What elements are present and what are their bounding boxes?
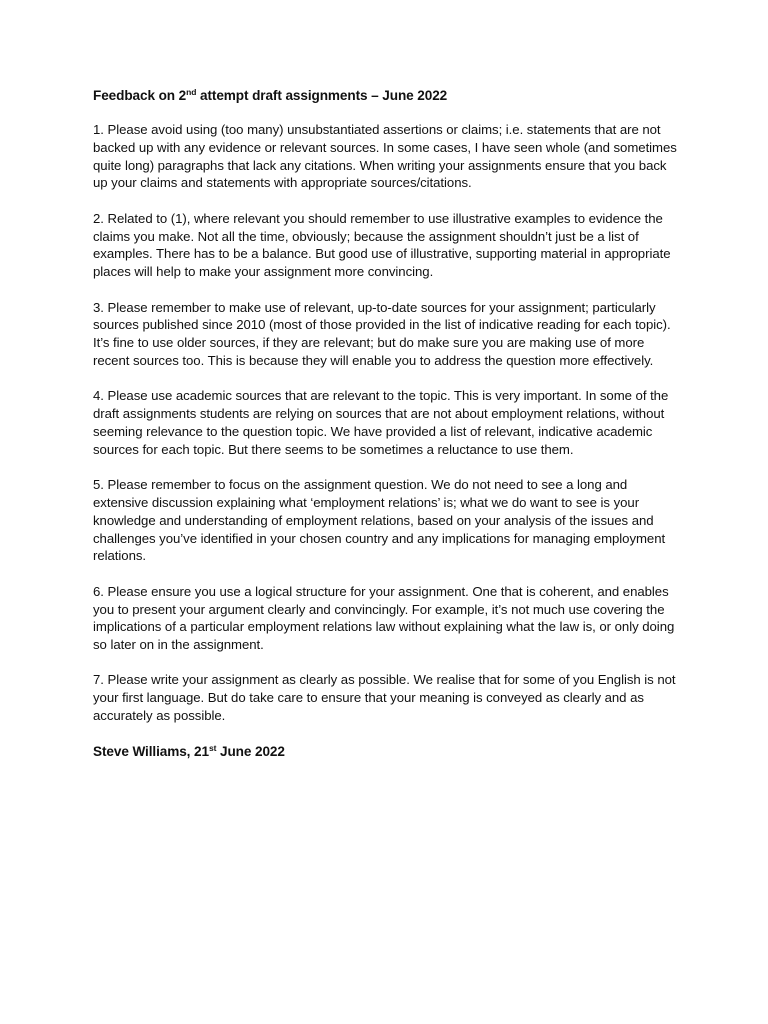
author-signature: [93, 742, 683, 762]
title-suffix: attempt draft assignments – June 2022: [196, 88, 448, 103]
feedback-point-2: 2. Related to (1), where relevant you should remember to use illustrative examples to evidence the claims you make. Not all the time, obviously; because the assignment shouldn’t just be a list of examples. There has to be a balance. But good use of illustrative, supporting material in appropriate places will help to make your assignment more convincing.: [93, 210, 671, 280]
signature-prefix: Steve Williams, 21: [93, 744, 209, 760]
feedback-point-7: 7. Please write your assignment as clearly as possible. We realise that for some of you English is not your first language. But do take care to ensure that your meaning is conveyed as clearly and as accurately as possible.: [93, 672, 676, 724]
feedback-point-4: 4. Please use academic sources that are relevant to the topic. This is very important. In some of the draft assignments students are relying on sources that are not about employment relations, without seeming relevance to the question topic. We have provided a list of relevant, indicative academic sources for each topic. But there seems to be sometimes a reluctance to use them.: [93, 388, 669, 457]
feedback-point-3: 3. Please remember to make use of relevant, up-to-date sources for your assignment; particularly sources published since 2010 (most of those provided in the list of indicative reading for each topic). It’s fine to use older sources, if they are relevant; but do make sure you are making use of more recent sources too. This is because they will enable you to address the question more effectively.: [93, 299, 671, 368]
title-prefix: Feedback on 2: [93, 88, 187, 103]
signature-suffix: June 2022: [216, 744, 285, 760]
document-page: [93, 86, 683, 762]
feedback-point-1: 1. Please avoid using (too many) unsubstantiated assertions or claims; i.e. statements that are not backed up with any evidence or relevant sources. In some cases, I have seen whole (and sometimes quite long) paragraphs that lack any citations. When writing your assignments ensure that you back up your claims and statements with appropriate sources/citations.: [93, 122, 677, 191]
document-title: [93, 86, 683, 106]
title-superscript: nd: [186, 87, 197, 97]
feedback-point-6: 6. Please ensure you use a logical structure for your assignment. One that is coherent, and enables you to present your argument clearly and convincingly. For example, it’s not much use covering the implications of a particular employment relations law without explaining what the law is, or only doing so later on in the assignment.: [93, 583, 675, 653]
signature-superscript: st: [208, 743, 217, 754]
feedback-point-5: 5. Please remember to focus on the assignment question. We do not need to see a long and extensive discussion explaining what ‘employment relations’ is; what we do want to see is your knowledge and understanding of employment relations, based on your analysis of the issues and challenges you’ve identified in your chosen country and any implications for managing employment relations.: [93, 477, 666, 564]
